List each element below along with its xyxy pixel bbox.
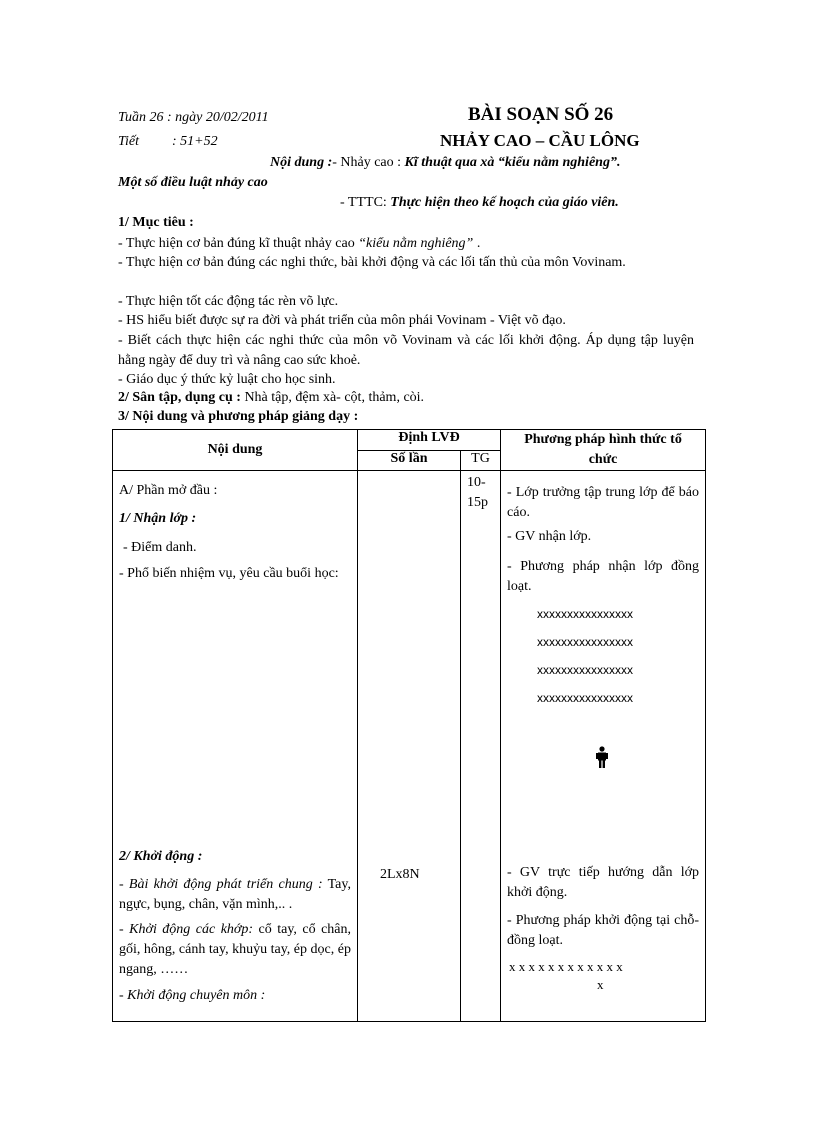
warmup-heading: 2/ Khởi động : (119, 849, 203, 864)
header-method-line1: Phương pháp hình thức tổ (524, 432, 682, 447)
content-line-2: Một số điều luật nhảy cao (118, 175, 268, 190)
header-method (501, 430, 706, 471)
time-cell (461, 471, 501, 1022)
lesson-subtitle: NHẢY CAO – CẦU LÔNG (440, 131, 640, 150)
teacher-icon (595, 746, 609, 768)
week-date: Tuần 26 : ngày 20/02/2011 (118, 110, 269, 125)
method-cell (501, 471, 706, 1022)
lesson-table (112, 429, 706, 1022)
receive-class-heading: 1/ Nhận lớp : (119, 511, 197, 526)
header-dose: Định LVĐ (358, 430, 501, 451)
method-3: - Phương pháp nhận lớp đồng loạt. (507, 559, 700, 594)
objective-3: - Thực hiện tốt các động tác rèn võ lực. (118, 294, 339, 309)
content-label: Nội dung : (270, 155, 333, 170)
header-reps: Số lần (358, 450, 461, 471)
lesson-title: BÀI SOẠN SỐ 26 (468, 104, 614, 125)
period-value: : 51+52 (172, 134, 218, 149)
objective-5: - Biết cách thực hiện các nghi thức của môn võ Vovinam và các lối khởi động. Áp dụng tập luyện hằng ngày để duy trì và nâng cao sức khoẻ. (118, 333, 694, 368)
equipment-line (118, 390, 424, 406)
warmup-joints-text: cổ tay, cổ chân, gối, hông, cánh tay, khuỷu tay, ép dọc, ép ngang, …… (119, 922, 351, 977)
tttc-text: Thực hiện theo kế hoạch của giáo viên. (390, 195, 619, 210)
objective-2: - Thực hiện cơ bản đúng các nghi thức, bài khởi động và các lối tấn thủ của môn Vovinam. (118, 255, 626, 270)
warmup-joints (119, 920, 351, 980)
method-1: - Lớp trưởng tập trung lớp để báo cáo. (507, 485, 700, 520)
content-cell (113, 471, 358, 1022)
warmup-special: - Khởi động chuyên môn : (119, 988, 266, 1003)
method-heading: 3/ Nội dung và phương pháp giảng dạy : (118, 409, 359, 424)
x-single: x (597, 977, 604, 992)
warmup-general-label: - Bài khởi động phát triển chung : (119, 877, 323, 892)
objective-1 (118, 234, 694, 254)
objective-4: - HS hiểu biết được sự ra đời và phát triển của môn phái Vovinam - Việt võ đạo. (118, 313, 566, 328)
roll-call: - Điểm danh. (123, 540, 197, 555)
content-italic: Kĩ thuật qua xà “kiểu nằm nghiêng”. (404, 155, 621, 170)
warmup-general (119, 875, 351, 915)
warmup-general-text: Tay, ngực, bụng, chân, vặn mình,.. . (119, 877, 351, 912)
period-label: Tiết (118, 134, 140, 149)
header-method-line2: chức (588, 452, 618, 467)
objectives-heading: 1/ Mục tiêu : (118, 215, 194, 230)
equipment-heading: 2/ Sân tập, dụng cụ : (118, 390, 241, 405)
announce-tasks: - Phổ biến nhiệm vụ, yêu cầu buổi học: (119, 566, 339, 581)
x-row: x x x x x x x x x x x x (509, 959, 623, 974)
tttc-label: - TTTC: (340, 195, 391, 210)
method-5: - Phương pháp khởi động tại chỗ-đồng loạt. (507, 913, 700, 948)
warmup-reps: 2Lx8N (380, 867, 420, 882)
objective-1-c: . (473, 236, 481, 251)
header-time: TG (461, 450, 501, 471)
formation-row-3: xxxxxxxxxxxxxxxx (537, 663, 634, 677)
opening-time: 10-15p (467, 475, 488, 510)
warmup-joints-label: - Khởi động các khớp: (119, 922, 254, 937)
formation-row-1: xxxxxxxxxxxxxxxx (537, 607, 634, 621)
objective-1-b: “kiểu nằm nghiêng” (358, 236, 474, 251)
tttc-line (340, 195, 619, 211)
objective-6: - Giáo dục ý thức kỷ luật cho học sinh. (118, 372, 336, 387)
equipment-text: Nhà tập, đệm xà- cột, thảm, còi. (240, 390, 425, 405)
formation-row-4: xxxxxxxxxxxxxxxx (537, 691, 634, 705)
reps-cell (358, 471, 461, 1022)
header-content: Nội dung (113, 430, 358, 471)
objective-1-a: - Thực hiện cơ bản đúng kĩ thuật nhảy cao (118, 236, 359, 251)
content-line (270, 155, 620, 171)
method-2: - GV nhận lớp. (507, 529, 592, 544)
method-4: - GV trực tiếp hướng dẫn lớp khởi động. (507, 865, 700, 900)
content-text: - Nhảy cao : (332, 155, 405, 170)
part-a-heading: A/ Phần mở đầu : (119, 483, 218, 498)
formation-row-2: xxxxxxxxxxxxxxxx (537, 635, 634, 649)
